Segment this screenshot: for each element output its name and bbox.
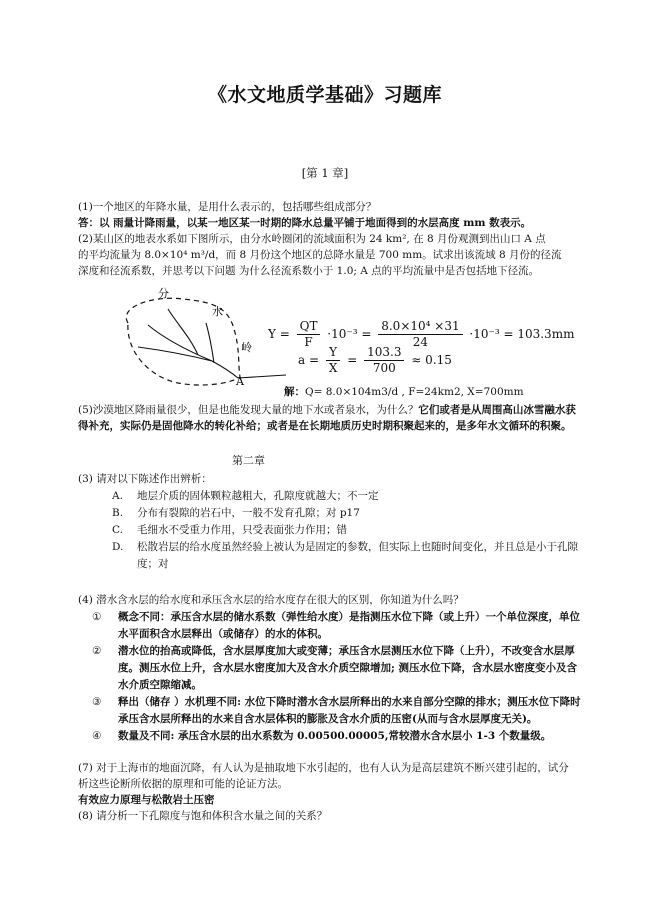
- question-2-line-2: 的平均流量为 8.0×10⁴ m³/d，而 8 月份这个地区的总降水量是 700 mm。试求出该流域 8 月份的径流: [78, 249, 562, 261]
- formula-1-num-2: 8.0×10⁴ ×31: [378, 319, 462, 335]
- page-title: 《水文地质学基础》习题库: [207, 84, 442, 106]
- chapter-2-heading: 第二章: [232, 454, 265, 467]
- figure-label-shui: 水: [212, 305, 223, 318]
- list-item-text: 分布有裂隙的岩石中，一般不发育孔隙；对 p17: [137, 507, 360, 519]
- formula-2-num-1: Y: [326, 345, 340, 361]
- question-7-answer: 有效应力原理与松散岩土压密: [78, 794, 215, 806]
- stream-outlet: [238, 375, 286, 378]
- question-4-list: [92, 609, 582, 745]
- figure-label-a: A: [236, 375, 244, 388]
- formula-2-den-1: X: [328, 361, 338, 375]
- list-item-text: 松散岩层的给水度虽然经验上被认为是固定的参数，但实际上也随时间变化，并且总是小于孔隙度；对: [137, 541, 578, 570]
- formula-2-den-2: 700: [372, 361, 396, 375]
- question-1-answer: 答：以 雨量计降雨量，以某一地区某一时期的降水总量平铺于地面得到的水层高度 mm 数表示。: [78, 217, 532, 229]
- question-3-list: [112, 488, 582, 573]
- stream-branch: [206, 323, 214, 363]
- solution-text: Q= 8.0×104m3/d , F=24km2, X=700mm: [305, 386, 524, 398]
- formula-1-den-2: 24: [412, 335, 429, 349]
- formula-1-rhs: ·10⁻³ = 103.3mm: [469, 327, 575, 341]
- watershed-figure: [108, 285, 288, 390]
- list-item-text: 概念不同：承压含水层的储水系数（弹性给水度）是指测压水位下降（或上升）一个单位深度，单位水平面积含水层释出（或储存）的水的体积。: [118, 611, 580, 640]
- formula-2-fraction-2: [364, 345, 404, 376]
- list-item-mark: ①: [92, 611, 102, 623]
- list-item: [92, 694, 582, 728]
- figure-label-fen: 分: [158, 287, 169, 300]
- list-item: [92, 609, 582, 643]
- question-7: [78, 760, 578, 824]
- list-item-mark: B.: [112, 507, 124, 519]
- list-item-mark: A.: [112, 490, 123, 502]
- formula-2-lhs: a =: [298, 353, 320, 367]
- question-5-answer: 它们或者是从周围高山冰雪融水获得补充，实际仍是固他降水的转化补给；或者是在长期地质历史时期积聚起来的，是多年水文循环的积聚。: [78, 404, 576, 432]
- list-item: [92, 643, 582, 694]
- list-item-mark: ③: [92, 696, 102, 708]
- list-item-mark: D.: [112, 541, 124, 553]
- formula-2-num-2: 103.3: [364, 345, 404, 361]
- formula-2-eq: =: [347, 353, 358, 367]
- formula-1-den-1: F: [304, 335, 313, 349]
- question-1-text: (1)一个地区的年降水量，是用什么表示的，包括哪些组成部分？: [78, 201, 377, 213]
- figure-label-ling: 岭: [241, 341, 252, 354]
- list-item-text: 潜水位的抬高或降低，含水层厚度加大或变薄；承压含水层测压水位下降（上升），不改变含水层厚度。测压水位上升，含水层水密度加大及含水介质空隙增加; 测压水位下降，含水层水密度变小及含水介质空隙缩减。: [118, 645, 578, 691]
- list-item-text: 释出（储存 ）水机理不同: 水位下降时潜水含水层所释出的水来自部分空隙的排水；测压水位下降时承压含水层所释出的水来自含水层体积的膨胀及含水介质的压密(从而与含水层厚度无关)。: [118, 696, 581, 725]
- list-item: [112, 522, 582, 539]
- list-item-mark: ②: [92, 645, 102, 657]
- chapter-1-heading: [第 1 章]: [301, 166, 349, 180]
- list-item: [112, 505, 582, 522]
- formula-1-lhs: Y =: [268, 327, 290, 341]
- list-item-text: 数量及不同: 承压含水层的出水系数为 0.00500.00005,常较潜水含水层小 1-3 个数量级。: [118, 730, 552, 742]
- solution-label: 解：: [284, 386, 305, 398]
- formula-2-fraction-1: [326, 345, 341, 376]
- question-1: [78, 199, 578, 279]
- question-2-line-3: 深度和径流系数，并思考以下问题 为什么径流系数小于 1.0; A 点的平均流量中是否包括地下径流。: [78, 265, 540, 277]
- stream-branch: [138, 347, 212, 361]
- list-item: [92, 728, 582, 745]
- question-3-text: (3) 请对以下陈述作出辨析：: [78, 473, 212, 485]
- list-item-mark: ④: [92, 730, 102, 742]
- question-5: [78, 402, 578, 434]
- formula-1-mid: ·10⁻³ =: [327, 327, 372, 341]
- solution-line: [284, 384, 524, 399]
- stream-main: [148, 325, 238, 378]
- question-2-line-1: (2)某山区的地表水系如下图所示，由分水岭圈闭的流域面积为 24 km², 在 8 月份观测到出山口 A 点: [78, 233, 546, 245]
- list-item-text: 地层介质的固体颗粒越粗大，孔隙度就越大；不一定: [137, 490, 379, 502]
- question-7-text: (7) 对于上海市的地面沉降，有人认为是抽取地下水引起的，也有人认为是高层建筑不断兴建引起的，试分析这些论断所依据的原理和可能的论证方法。: [78, 762, 569, 790]
- formula-1-num-1: QT: [297, 319, 321, 335]
- question-5-text: (5)沙漠地区降雨量很少，但是也能发现大量的地下水或者泉水，为什么？: [78, 404, 419, 416]
- runoff-coefficient-formula: [298, 345, 452, 376]
- question-4-text: (4) 潜水含水层的给水度和承压含水层的给水度存在很大的区别，你知道为什么吗？: [78, 594, 464, 606]
- list-item: [112, 488, 582, 505]
- list-item-text: 毛细水不受重力作用，只受表面张力作用；错: [137, 524, 347, 536]
- formula-2-rhs: ≈ 0.15: [411, 353, 452, 367]
- question-8-text: (8) 请分析一下孔隙度与饱和体积含水量之间的关系？: [78, 810, 328, 822]
- list-item-mark: C.: [112, 524, 123, 536]
- list-item: [112, 539, 582, 573]
